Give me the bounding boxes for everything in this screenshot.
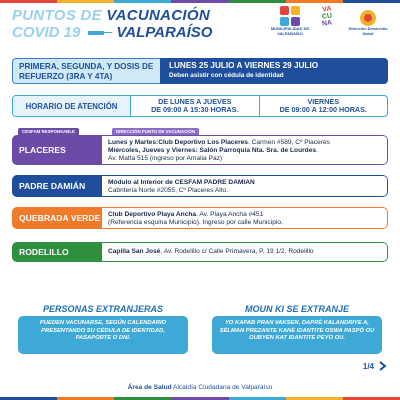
top-color-stripes <box>0 0 400 3</box>
sector-padre-damian <box>12 175 388 197</box>
sector-address: Capilla San José, Av. Rodelillo c/ Calle Primavera, P. 19 1/2, Rodelillo <box>102 242 388 262</box>
dose-banner <box>12 58 388 84</box>
dose-dates: LUNES 25 JULIO A VIERNES 29 JULIO Deben asistir con cédula de identidad <box>160 58 388 84</box>
sector-address: Club Deportivo Playa Ancha. Av. Playa Ancha #451 (Referencia esquina Municipio). Ingreso por calle Municipio. <box>102 207 388 229</box>
municipality-logo: MUNICIPALIDAD DE VALPARAÍSO <box>270 6 310 36</box>
logos-area <box>270 6 390 50</box>
dose-label: PRIMERA, SEGUNDA, Y DOSIS DE REFUERZO (3RA Y 4TA) <box>12 58 160 84</box>
foreigners-title-es: PERSONAS EXTRANJERAS <box>42 304 164 314</box>
next-arrow-icon[interactable] <box>378 361 388 371</box>
sector-name: RODELILLO <box>12 242 102 262</box>
cesfam-column-tag: CESFAM RESPONSABLE <box>18 128 79 135</box>
title-line-2: COVID 19 VALPARAÍSO <box>12 24 213 41</box>
sector-name: PLACERES <box>12 135 102 165</box>
sector-quebrada-verde <box>12 207 388 229</box>
sector-name: PADRE DAMIÁN <box>12 175 102 197</box>
sector-address: Lunes y Martes:Club Deportivo Los Placeres. Carmen #589, Cº Placeres Miércoles, Jueves y Viernes: Salón Parroquia Nta. Sra. de Lourdes. Av. Matta 515 (ingreso por Amalia Paz) <box>102 135 388 165</box>
opening-hours <box>12 95 388 117</box>
health-mark-icon <box>360 10 376 26</box>
foreigners-text-ht: YO KAPAB PRAN VAKSEN, DAPRÈ KALANDRIYE A, SÈLMAN PREZANTE KANÈ IDANTITE OSWA PASPÒ OU OUBYEN KAT IDANTITE PEYO OU. <box>212 316 382 354</box>
municipality-mark-icon <box>280 6 300 26</box>
sector-name: QUEBRADA VERDE <box>12 207 102 229</box>
foreigners-title-ht: MOUN KI SE EXTRANJE <box>244 304 349 314</box>
health-department-logo: Dirección Desarrollo Salud <box>348 10 388 36</box>
weekday-hours: DE LUNES A JUEVES DE 09:00 A 15:30 HORAS. <box>131 96 260 116</box>
hours-label: HORARIO DE ATENCIÓN <box>13 96 131 116</box>
foreigners-text-es: PUEDEN VACUNARSE, SEGÚN CALENDARIO PRESENTANDO SU CÉDULA DE IDENTIDAD, PASAPORTE O DNI. <box>18 316 188 354</box>
friday-hours: VIERNES DE 09:00 A 12:00 HORAS. <box>279 96 367 114</box>
address-column-tag: DIRECCIÓN PUNTO DE VACUNACIÓN <box>112 128 199 135</box>
vaccine-campaign-logo: VA CU NA <box>321 5 333 28</box>
footer-credit: Área de Salud Alcaldía Ciudadana de Valparaíso <box>127 384 273 391</box>
page-number: 1/4 <box>362 362 374 371</box>
poster-title <box>12 8 262 41</box>
sector-rodelillo <box>12 242 388 262</box>
sector-address: Módulo al Interior de CESFAM PADRE DAMIAN Cabritería Norte #2055, Cº Placeres Alto. <box>102 175 388 197</box>
sector-placeres <box>12 135 388 165</box>
syringe-icon <box>84 29 112 37</box>
title-line-1: PUNTOS DE VACUNACIÓN <box>12 7 210 24</box>
